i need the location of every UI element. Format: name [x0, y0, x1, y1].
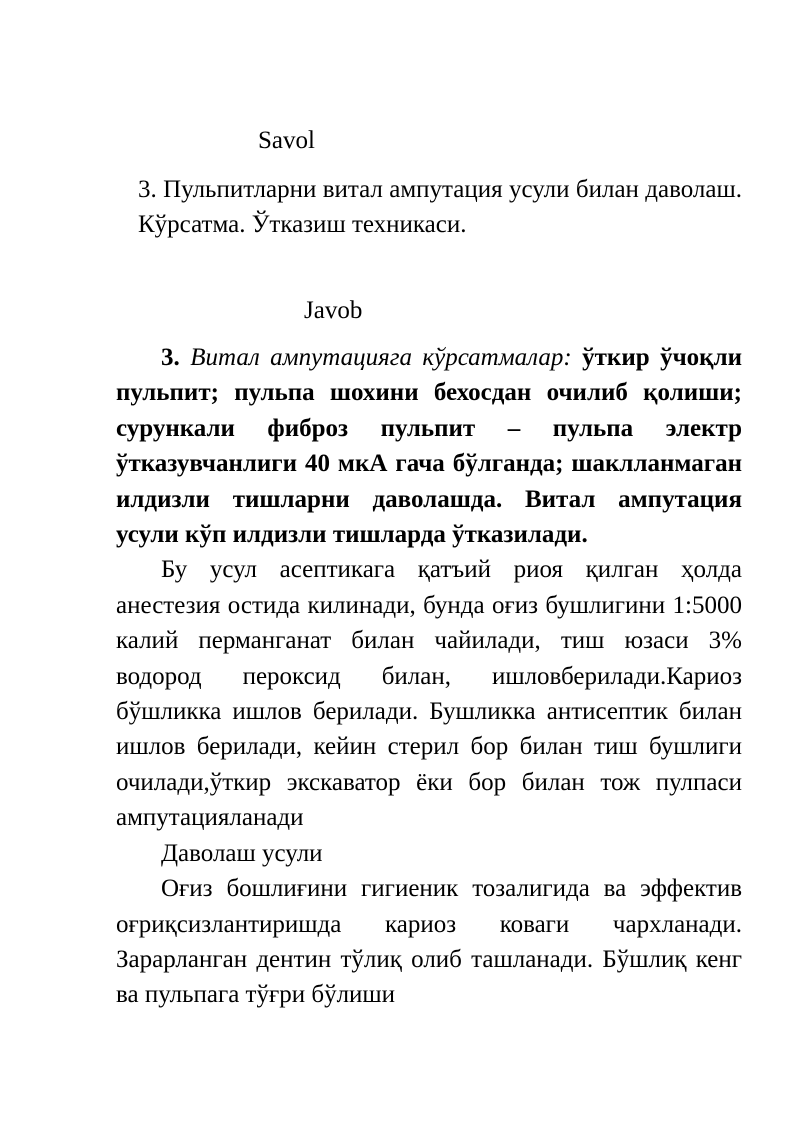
- indications-label: Витал ампутацияга кўрсатмалар:: [190, 344, 572, 371]
- treatment-method-heading: Даволаш усули: [161, 839, 323, 867]
- savol-heading: Savol: [258, 127, 315, 154]
- indications-text: ўткир ўчоқли пульпит; пульпа шохини бехосдан очилиб қолиши; сурункали фиброз пульпит – пульпа электр ўтказувчанлиги 40 мкА гача бўлганда; шаклланмаган илдизли тишларни даволашда. Витал ампутация усули кўп илдизли тишларда ўтказилади.: [116, 344, 743, 549]
- procedure-paragraph: Бу усул асептикага қатъий риоя қилган ҳолда анестезия остида килинади, бунда оғиз бушлигини 1:5000 калий перманганат билан чайилади, тиш юзаси 3% водород пероксид билан, ишловберилади.Кариоз бўшликка ишлов берилади. Бушликка антисептик билан ишлов берилади, кейин стерил бор билан тиш бушлиги очилади,ўткир экскаватор ёки бор билан тож пулпаси ампутацияланади: [116, 556, 742, 832]
- treatment-paragraph: Оғиз бошлиғини гигиеник тозалигида ва эффектив оғриқсизлантиришда кариоз коваги чархланади. Зарарланган дентин тўлиқ олиб ташланади. Бўшлиқ кенг ва пульпага тўғри бўлиши: [116, 875, 742, 1009]
- answer-body: [116, 340, 742, 1013]
- answer-indications-paragraph: [116, 340, 742, 552]
- javob-heading: Javob: [304, 297, 363, 324]
- question-text: 3. Пульпитларни витал ампутация усули билан даволаш. Кўрсатма. Ўтказиш техникаси.: [138, 176, 742, 239]
- answer-number: 3.: [161, 344, 180, 371]
